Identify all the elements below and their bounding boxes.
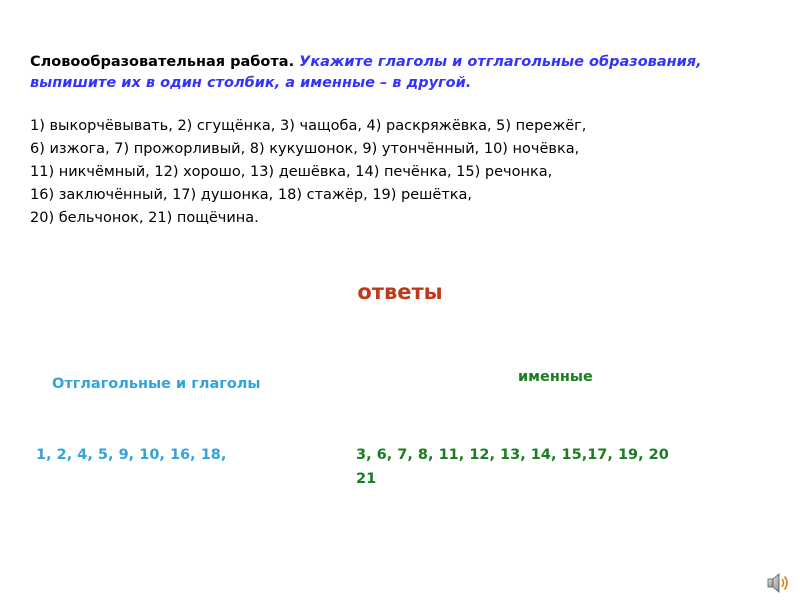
word-list-line: 16) заключённый, 17) душонка, 18) стажёр, 19) решётка, — [30, 187, 473, 203]
verbal-column-header: Отглагольные и глаголы — [52, 376, 261, 392]
word-list — [30, 115, 750, 230]
task-title: Словообразовательная работа. — [30, 54, 300, 70]
task-block — [30, 52, 750, 230]
word-list-line: 11) никчёмный, 12) хорошо, 13) дешёвка, 14) печёнка, 15) речонка, — [30, 164, 553, 180]
task-header — [30, 52, 750, 94]
word-list-line: 20) бельчонок, 21) пощёчина. — [30, 210, 259, 226]
nominal-values-line: 3, 6, 7, 8, 11, 12, 13, 14, 15,17, 19, 20 — [356, 447, 669, 463]
speaker-icon[interactable] — [766, 572, 792, 594]
nominal-column-values — [356, 443, 756, 491]
speaker-icon-graphic — [766, 572, 792, 594]
nominal-column-header: именные — [518, 369, 593, 385]
task-instruction: Укажите глаголы и отглагольные образования, выпишите их в один столбик, а именные – в другой. — [30, 54, 702, 91]
word-list-line: 1) выкорчёвывать, 2) сгущёнка, 3) чащоба, 4) раскряжёвка, 5) пережёг, — [30, 118, 587, 134]
word-list-line: 6) изжога, 7) прожорливый, 8) кукушонок, 9) утончённый, 10) ночёвка, — [30, 141, 580, 157]
verbal-column-values: 1, 2, 4, 5, 9, 10, 16, 18, — [36, 447, 227, 463]
nominal-values-line: 21 — [356, 471, 377, 487]
answers-title: ответы — [357, 280, 443, 304]
